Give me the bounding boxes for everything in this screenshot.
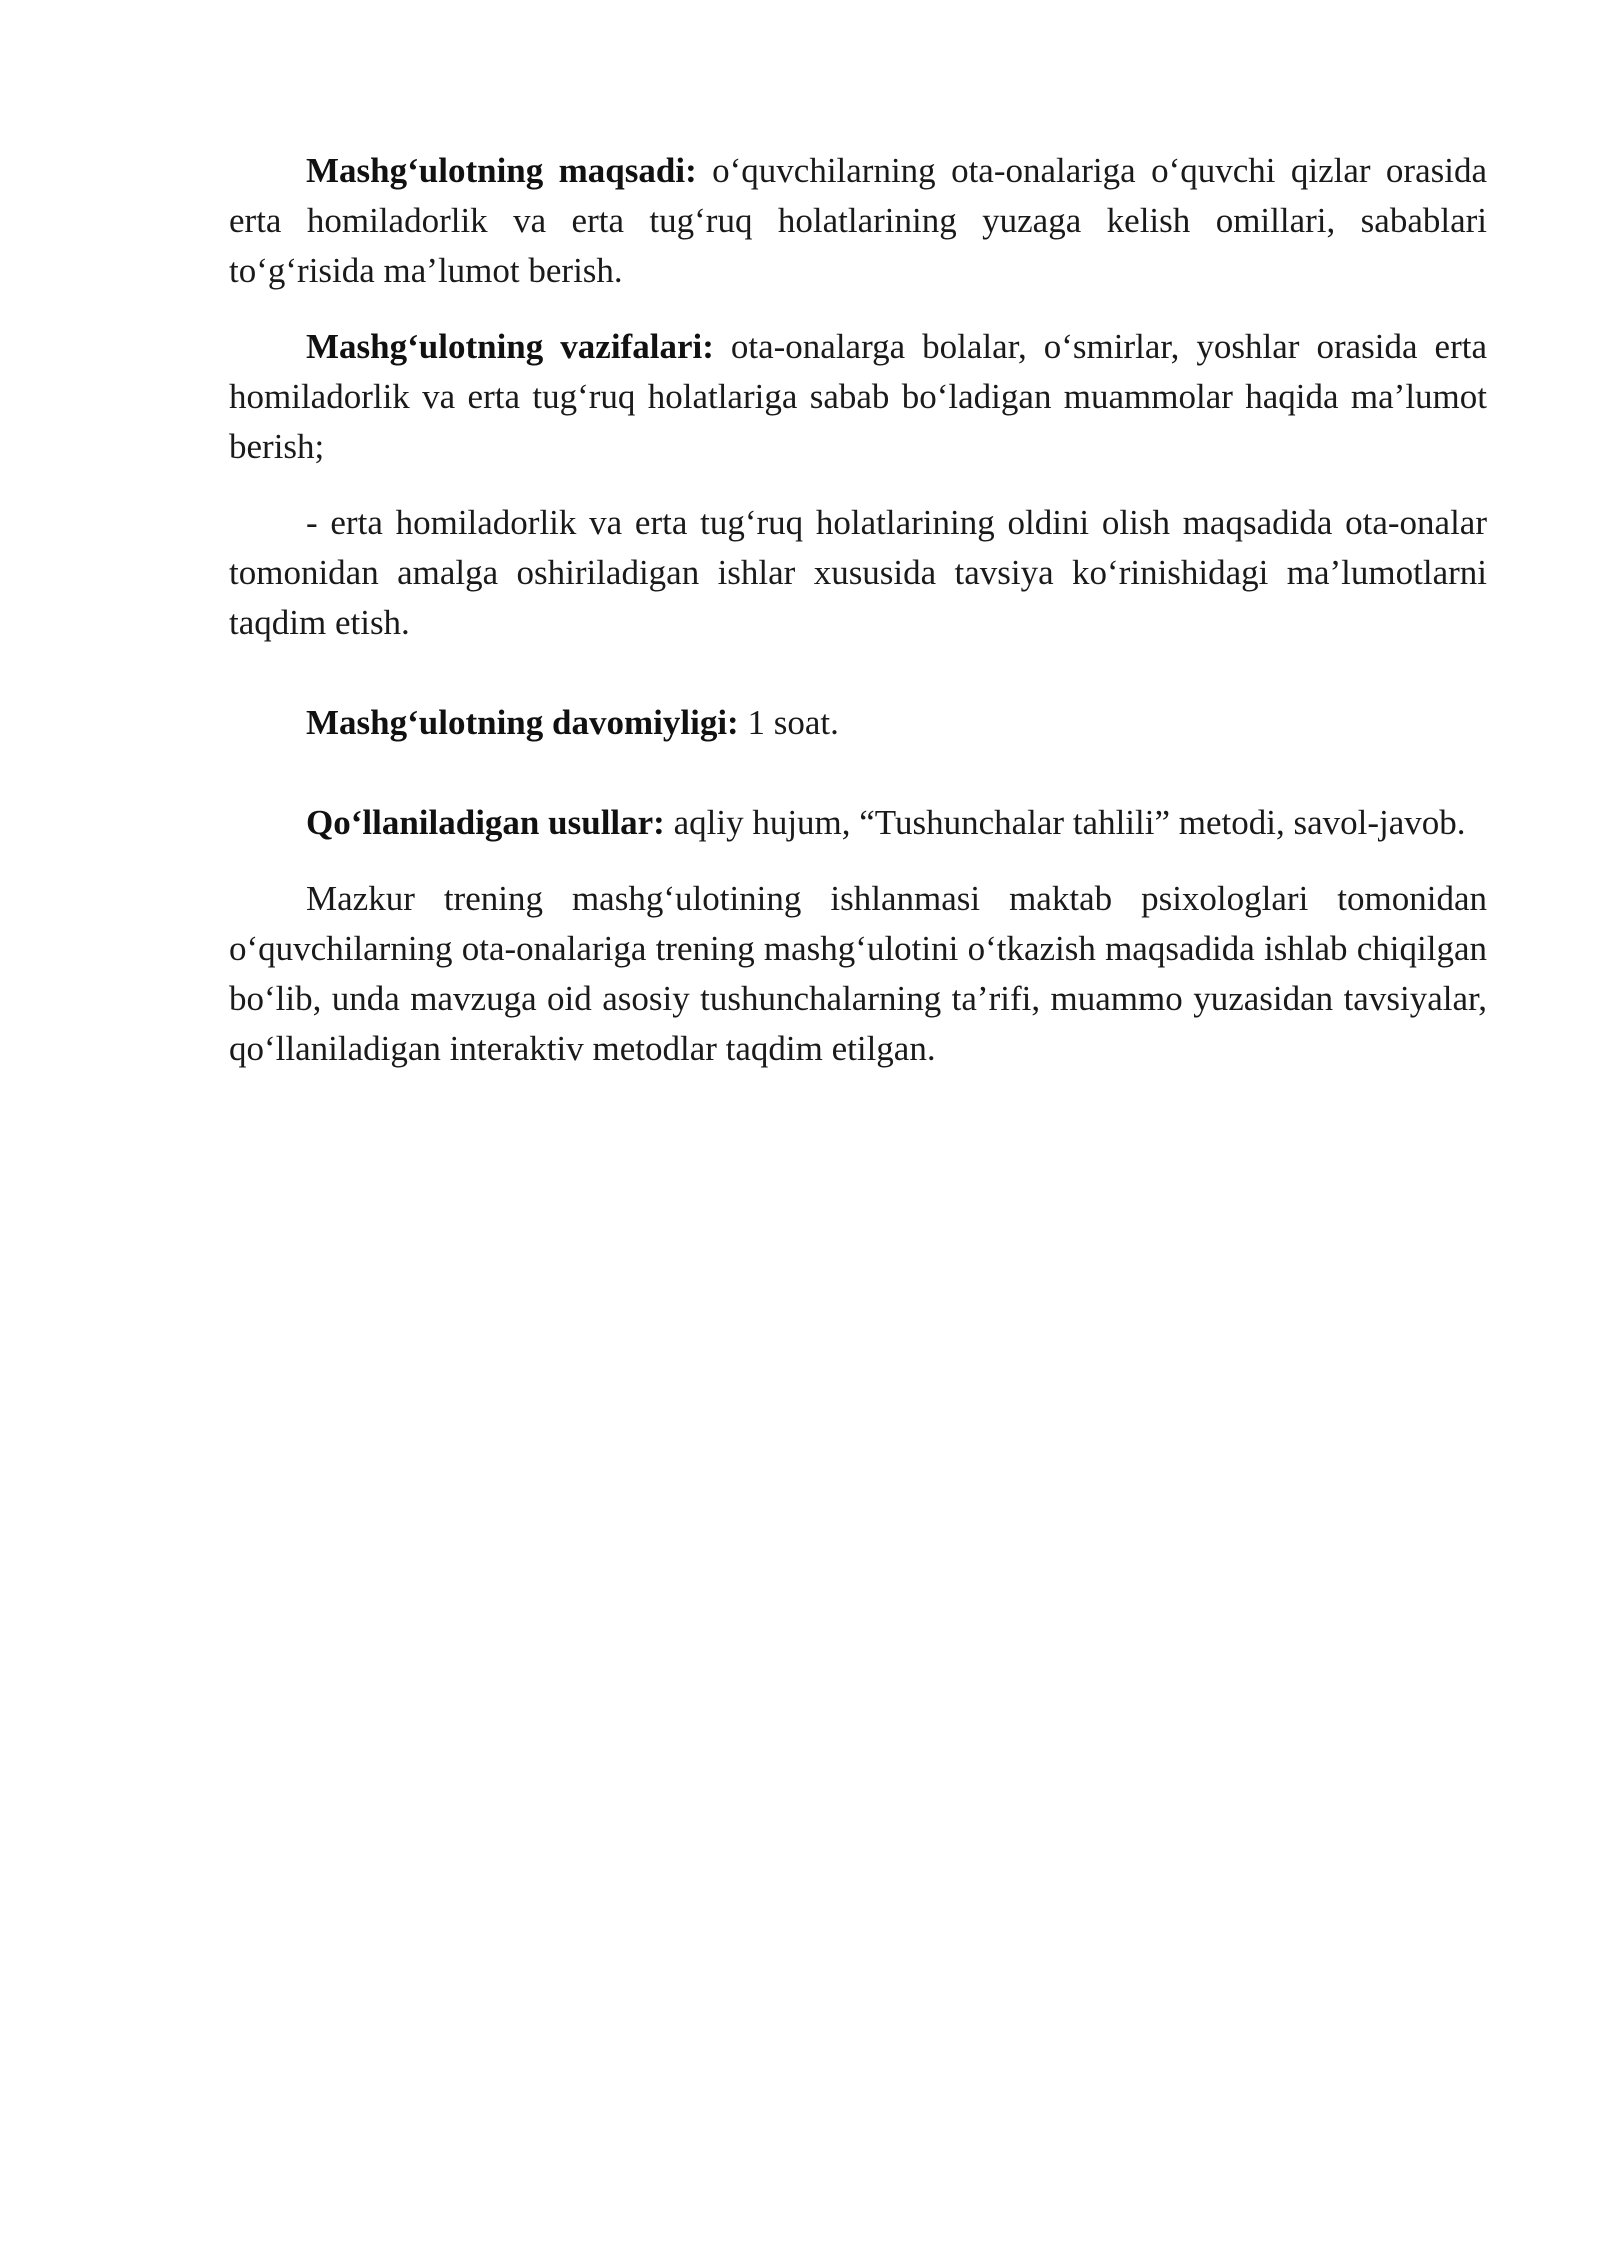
paragraph-davomiylik: [229, 698, 1487, 748]
paragraph-usullar: [229, 798, 1487, 848]
text-usullar: aqliy hujum, “Tushunchalar tahlili” metodi, savol-javob.: [664, 803, 1466, 842]
paragraph-vazifa-item: [229, 498, 1487, 648]
paragraph-vazifalar: [229, 322, 1487, 472]
text-davomiylik: 1 soat.: [738, 703, 839, 742]
text-vazifa-item: - erta homiladorlik va erta tug‘ruq holatlarining oldini olish maqsadida ota-onalar tomonidan amalga oshiriladigan ishlar xususida tavsiya ko‘rinishidagi ma’lumotlarni taqdim etish.: [229, 503, 1487, 642]
label-vazifalar: Mashg‘ulotning vazifalari:: [306, 327, 714, 366]
label-davomiylik: Mashg‘ulotning davomiyligi:: [306, 703, 739, 742]
text-mazkur: Mazkur trening mashg‘ulotining ishlanmasi maktab psixologlari tomonidan o‘quvchilarning ota-onalariga trening mashg‘ulotini o‘tkazish maqsadida ishlab chiqilgan bo‘lib, unda mavzuga oid asosiy tushunchalarning ta’rifi, muammo yuzasidan tavsiyalar, qo‘llaniladigan interaktiv metodlar taqdim etilgan.: [229, 879, 1487, 1068]
text-maqsad: o‘quvchilarning ota-onalariga o‘quvchi qizlar orasida erta homiladorlik va erta tug‘ruq holatlarining yuzaga kelish omillari, sabablari to‘g‘risida ma’lumot berish.: [229, 151, 1487, 290]
paragraph-maqsad: [229, 146, 1487, 296]
paragraph-mazkur: [229, 874, 1487, 1074]
label-maqsad: Mashg‘ulotning maqsadi:: [306, 151, 697, 190]
document-page: [229, 146, 1487, 1074]
label-usullar: Qo‘llaniladigan usullar:: [306, 803, 665, 842]
text-vazifalar: ota-onalarga bolalar, o‘smirlar, yoshlar orasida erta homiladorlik va erta tug‘ruq holatlariga sabab bo‘ladigan muammolar haqida ma’lumot berish;: [229, 327, 1488, 466]
